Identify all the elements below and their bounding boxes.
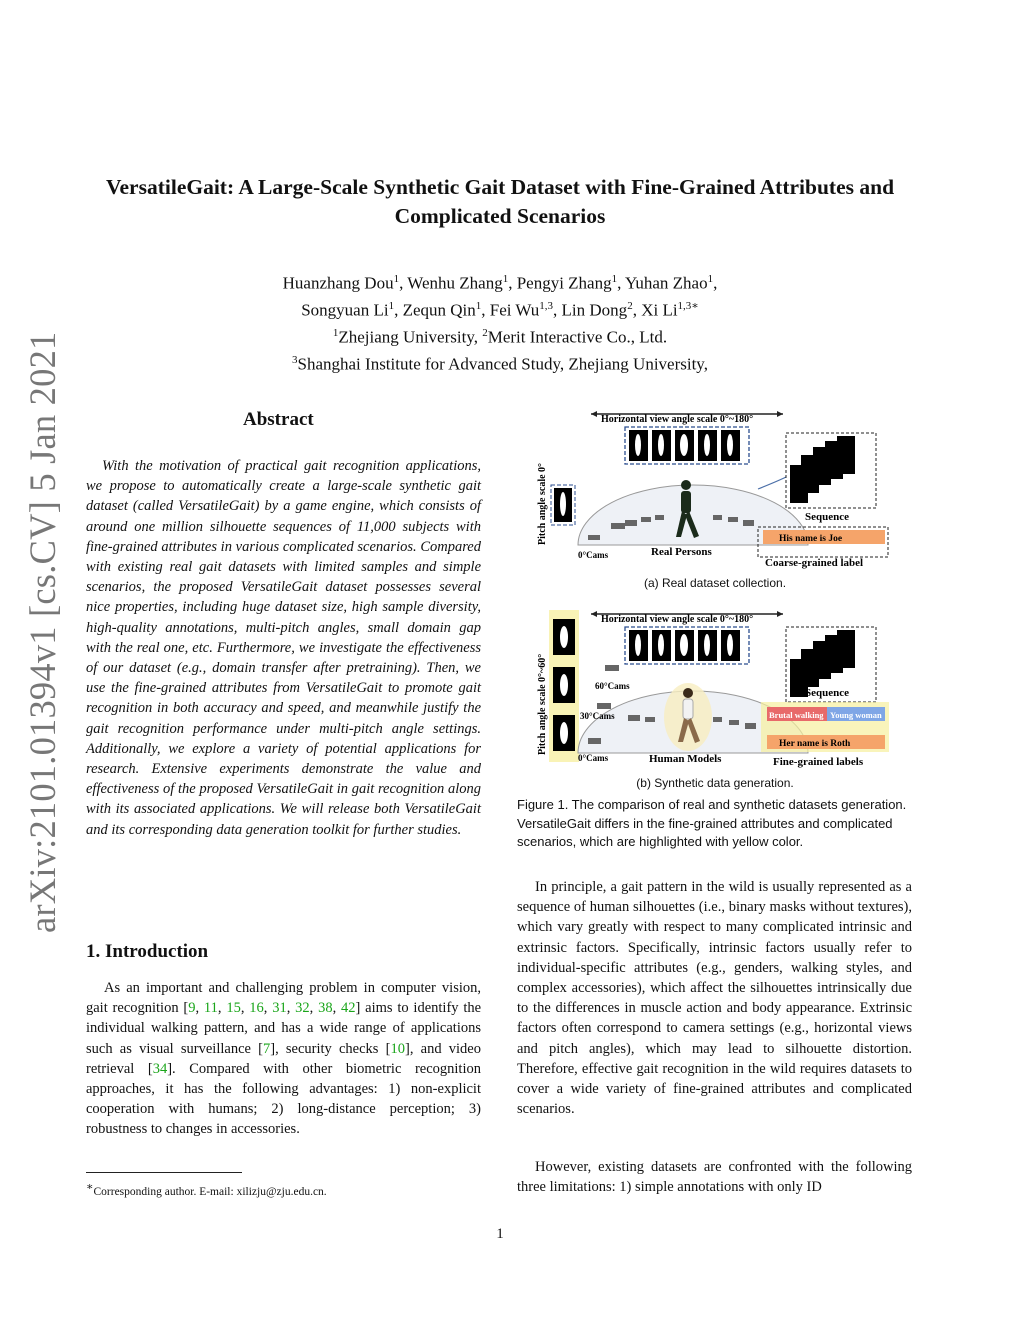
subcaption-b: (b) Synthetic data generation. <box>636 776 794 790</box>
pitch-angle-label: Pitch angle scale 0° <box>537 462 548 545</box>
affil-sup: 2 <box>482 327 488 340</box>
footnote-mark: ∗ <box>86 1181 94 1193</box>
author-name: Lin Dong <box>561 300 628 320</box>
sequence-label: Sequence <box>805 511 849 523</box>
figure-1a-diagram <box>533 405 893 575</box>
name-tag-text: Her name is Roth <box>779 739 851 749</box>
author-name: Zequn Qin <box>402 300 476 320</box>
author-separator: , <box>508 273 517 293</box>
attribute-age-text: Young woman <box>830 710 882 720</box>
introduction-heading: 1. Introduction <box>86 941 209 962</box>
cam-0-label: 0°Cams <box>578 550 609 560</box>
author-affiliation-mark: 1,3 <box>539 300 554 313</box>
footnote-rule <box>86 1172 242 1173</box>
abstract-text: With the motivation of practical gait recognition applications, we propose to automatically create a large-scale synthetic gait dataset (called VersatileGait) by a game engine, which consists of around one million silhouette sequences of 11,000 subjects with fine-grained attributes in various complicated scenarios. Compared with existing real gait datasets with limited samples and simple scenarios, the proposed VersatileGait dataset possesses several nice properties, including huge dataset size, high sample diversity, high-quality annotations, multi-pitch angles, small domain gap with the real one, etc. Furthermore, we investigate the effectiveness of our dataset (e.g., domain transfer after pretraining). Then, we use the fine-grained attributes from VersatileGait to promote gait recognition in both accuracy and speed, and meanwhile justify the gait recognition performance under multi-pitch angle settings. Additionally, we explore a variety of potential applications for research. Extensive experiments demonstrate the value and effectiveness of the proposed VersatileGait in gait recognition along with its associated applications. We will release both VersatileGait and its corresponding data generation toolkit for further studies. <box>86 458 481 838</box>
author-affiliation-mark: 1 <box>502 273 509 285</box>
sequence-label: Sequence <box>805 687 849 699</box>
body-paragraph: In principle, a gait pattern in the wild is usually represented as a sequence of human silhouettes (i.e., binary masks without textures), which vary greatly with respect to many complicated intrinsic and extrinsic factors. Specifically, intrinsic factors usually refer to individual-specific attributes (e.g., genders, walking styles, and complex accessories), which affect the silhouettes intrinsically due to the differences in muscle action and body appearance. Extrinsic factors often correspond to camera settings (e.g., horizontal views and pitch angles), which may lead to silhouette distortion. Therefore, effective gait recognition in the wild requires datasets to cover a wide variety of fine-grained attributes and complicated scenarios. <box>517 879 912 1118</box>
footnote <box>86 1180 327 1198</box>
author-affiliation-mark: 1 <box>475 300 482 313</box>
affiliation-line-1 <box>140 322 860 349</box>
citation-link[interactable]: 32 <box>295 1000 310 1017</box>
author-name: Wenhu Zhang <box>407 273 503 293</box>
pitch-angle-label: Pitch angle scale 0°~60° <box>537 653 548 755</box>
paper-title: VersatileGait: A Large-Scale Synthetic Gait Dataset with Fine-Grained Attributes and Complicated Scenarios <box>105 175 895 228</box>
author-separator: , <box>481 300 490 320</box>
introduction-paragraph: As an important and challenging problem in computer vision, gait recognition [9, 11, 15, 16, 31, 32, 38, 42] aims to identify the individual walking pattern, and has a wide range of applications such as visual surveillance [7], security checks [10], and video retrieval [34]. Compared with other biometric recognition approaches, it has the following advantages: 1) non-explicit cooperation with humans; 2) long-distance perception; 3) robustness to changes in accessories. <box>86 980 482 1138</box>
author-name: Fei Wu <box>489 300 540 320</box>
arrow-head <box>591 411 597 417</box>
affil-text: Shanghai Institute for Advanced Study, Zhejiang University, <box>297 355 708 375</box>
pitch-silhouettes <box>553 619 575 751</box>
fine-label: Fine-grained labels <box>773 756 864 768</box>
view-silhouettes <box>629 430 740 461</box>
author-affiliation-mark: 1,3∗ <box>677 300 699 313</box>
author-affiliation-mark: 1 <box>707 273 714 285</box>
author-separator: , <box>553 300 562 320</box>
name-tag-text: His name is Joe <box>779 534 843 544</box>
human-models-label: Human Models <box>649 753 722 765</box>
arxiv-stamp: arXiv:2101.01394v1 [cs.CV] 5 Jan 2021 <box>22 331 63 933</box>
citation-link[interactable]: 15 <box>226 1000 241 1017</box>
citation-list: 9, 11, 15, 16, 31, 32, 38, 42 <box>188 1000 356 1017</box>
arrow-head <box>777 611 783 617</box>
citation-link[interactable]: 38 <box>318 1000 333 1017</box>
author-block <box>140 268 860 377</box>
author-separator: , <box>399 273 408 293</box>
citation-link[interactable]: 11 <box>203 1000 218 1017</box>
sequence-silhouettes <box>790 436 855 503</box>
real-persons-label: Real Persons <box>651 546 712 558</box>
author-affiliation-mark: 1 <box>611 273 618 285</box>
author-separator: , <box>394 300 403 320</box>
affil-text: Merit Interactive Co., Ltd. <box>487 327 668 347</box>
arrow-head <box>591 611 597 617</box>
author-affiliation-mark: 2 <box>627 300 633 313</box>
subcaption-a: (a) Real dataset collection. <box>643 576 787 590</box>
author-affiliation-mark: 1 <box>393 273 400 285</box>
coarse-label: Coarse-grained label <box>765 557 864 569</box>
citation-link[interactable]: 7 <box>262 1040 271 1057</box>
arrow-head <box>777 411 783 417</box>
page-number: 1 <box>496 1226 504 1242</box>
figure-caption: Figure 1. The comparison of real and synthetic datasets generation. VersatileGait differs in the fine-grained attributes and complicated scenarios, which are highlighted with yellow color. <box>517 797 907 849</box>
citation-link[interactable]: 34 <box>152 1060 168 1077</box>
author-line-2 <box>140 295 860 322</box>
footnote-text: Corresponding author. E-mail: xilizju@zju.edu.cn. <box>93 1185 327 1198</box>
citation-link[interactable]: 10 <box>390 1040 405 1057</box>
author-separator: , <box>713 273 718 293</box>
affil-text: Zhejiang University, <box>338 327 483 347</box>
body-paragraph: However, existing datasets are confronted with the following three limitations: 1) simple annotations with only ID <box>517 1159 912 1196</box>
affiliation-line-2 <box>140 349 860 376</box>
figure-1b-diagram <box>533 605 893 775</box>
cam-60-label: 60°Cams <box>595 681 630 691</box>
author-affiliation-mark: 1 <box>388 300 395 313</box>
affil-sup: 1 <box>332 327 339 340</box>
author-name: Yuhan Zhao <box>624 273 708 293</box>
author-name: Pengyi Zhang <box>516 273 612 293</box>
camera-icon <box>588 535 600 540</box>
author-name: Songyuan Li <box>301 300 389 320</box>
author-name: Huanzhang Dou <box>282 273 394 293</box>
citation-link[interactable]: 9 <box>188 1000 196 1017</box>
citation-link[interactable]: 16 <box>249 1000 264 1017</box>
author-name: Xi Li <box>641 300 678 320</box>
view-silhouettes <box>629 630 740 661</box>
affil-sup: 3 <box>292 354 298 367</box>
horizontal-angle-label: Horizontal view angle scale 0°~180° <box>601 614 754 625</box>
abstract-heading: Abstract <box>243 409 314 430</box>
citation-link[interactable]: 42 <box>341 1000 356 1017</box>
author-separator: , <box>632 300 642 320</box>
horizontal-angle-label: Horizontal view angle scale 0°~180° <box>601 414 754 425</box>
author-line-1 <box>140 268 860 295</box>
author-separator: , <box>617 273 625 293</box>
cam-0-label: 0°Cams <box>578 753 609 763</box>
attribute-walking-text: Brutal walking <box>769 710 824 720</box>
cam-30-label: 30°Cams <box>580 711 615 721</box>
citation-link[interactable]: 31 <box>272 1000 287 1017</box>
